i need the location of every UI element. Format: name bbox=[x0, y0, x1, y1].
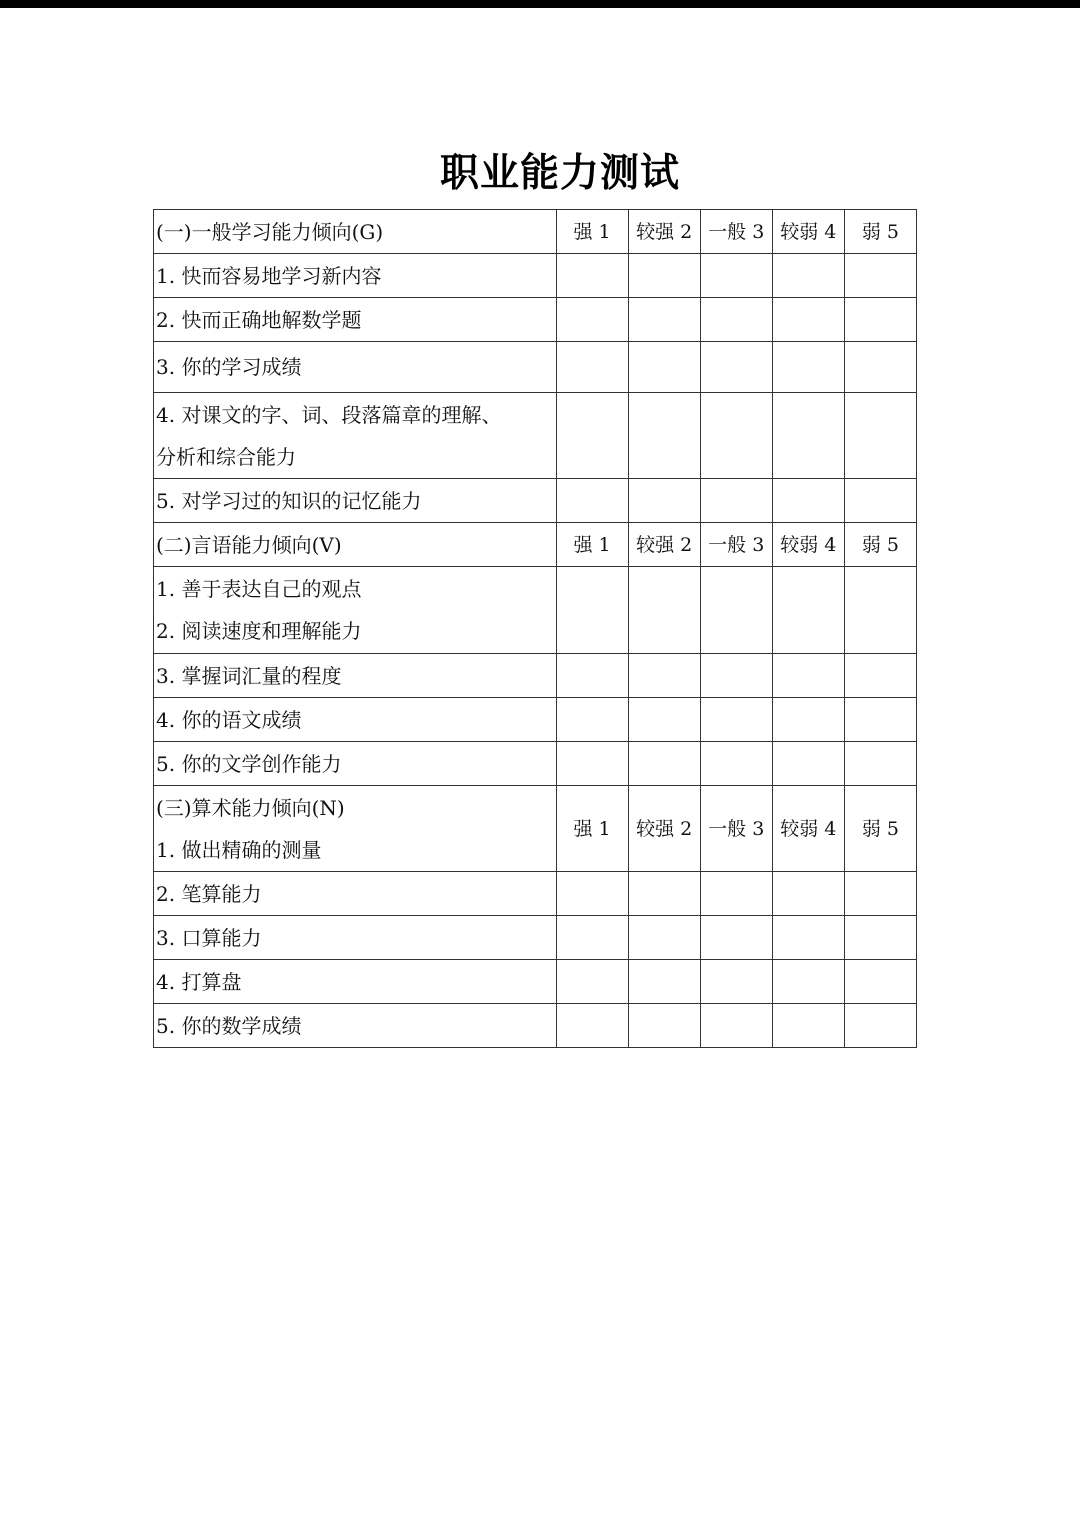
item-label: 3. 掌握词汇量的程度 bbox=[154, 654, 557, 698]
rating-cell[interactable] bbox=[628, 654, 700, 698]
rating-cell[interactable] bbox=[844, 254, 916, 298]
table-row bbox=[154, 916, 917, 960]
rating-cell[interactable] bbox=[844, 960, 916, 1004]
rating-cell[interactable] bbox=[772, 1004, 844, 1048]
rating-header-3: 一般 3 bbox=[700, 210, 772, 254]
table-row bbox=[154, 393, 917, 479]
rating-header-1: 强 1 bbox=[556, 210, 628, 254]
rating-cell[interactable] bbox=[700, 342, 772, 393]
rating-cell[interactable] bbox=[556, 960, 628, 1004]
item-label: 4. 打算盘 bbox=[154, 960, 557, 1004]
section-header: (一)一般学习能力倾向(G) bbox=[154, 210, 557, 254]
rating-header-4: 较弱 4 bbox=[772, 786, 844, 872]
rating-cell[interactable] bbox=[844, 567, 916, 654]
item-label-line: 1. 做出精确的测量 bbox=[156, 837, 322, 862]
item-label: 3. 口算能力 bbox=[154, 916, 557, 960]
item-label-line: 4. 对课文的字、词、段落篇章的理解、 bbox=[156, 402, 502, 427]
section-header: (三)算术能力倾向(N) bbox=[156, 795, 345, 820]
rating-header-5: 弱 5 bbox=[844, 786, 916, 872]
rating-cell[interactable] bbox=[556, 254, 628, 298]
item-label: 5. 你的数学成绩 bbox=[154, 1004, 557, 1048]
rating-cell[interactable] bbox=[700, 698, 772, 742]
rating-cell[interactable] bbox=[628, 479, 700, 523]
rating-cell[interactable] bbox=[628, 567, 700, 654]
rating-cell[interactable] bbox=[556, 654, 628, 698]
item-label-multiline bbox=[154, 786, 557, 872]
rating-cell[interactable] bbox=[628, 960, 700, 1004]
rating-cell[interactable] bbox=[772, 742, 844, 786]
item-label: 5. 你的文学创作能力 bbox=[154, 742, 557, 786]
table-row bbox=[154, 567, 917, 654]
section-header: (二)言语能力倾向(V) bbox=[154, 523, 557, 567]
rating-header-4: 较弱 4 bbox=[772, 210, 844, 254]
item-label: 2. 快而正确地解数学题 bbox=[154, 298, 557, 342]
item-label-line: 分析和综合能力 bbox=[156, 444, 296, 469]
rating-cell[interactable] bbox=[844, 298, 916, 342]
rating-cell[interactable] bbox=[628, 742, 700, 786]
rating-cell[interactable] bbox=[772, 654, 844, 698]
rating-cell[interactable] bbox=[772, 342, 844, 393]
rating-cell[interactable] bbox=[700, 393, 772, 479]
rating-cell[interactable] bbox=[772, 254, 844, 298]
table-row bbox=[154, 742, 917, 786]
rating-header-4: 较弱 4 bbox=[772, 523, 844, 567]
rating-cell[interactable] bbox=[556, 916, 628, 960]
item-label: 1. 快而容易地学习新内容 bbox=[154, 254, 557, 298]
rating-cell[interactable] bbox=[700, 872, 772, 916]
ability-test-table bbox=[153, 209, 917, 1048]
rating-cell[interactable] bbox=[628, 342, 700, 393]
page-title: 职业能力测试 bbox=[439, 151, 680, 196]
item-label: 3. 你的学习成绩 bbox=[154, 342, 557, 393]
rating-cell[interactable] bbox=[772, 393, 844, 479]
table-row bbox=[154, 254, 917, 298]
rating-header-5: 弱 5 bbox=[844, 523, 916, 567]
rating-cell[interactable] bbox=[844, 916, 916, 960]
top-edge-bar bbox=[0, 0, 1080, 8]
rating-cell[interactable] bbox=[700, 742, 772, 786]
rating-cell[interactable] bbox=[844, 872, 916, 916]
rating-header-5: 弱 5 bbox=[844, 210, 916, 254]
rating-cell[interactable] bbox=[556, 479, 628, 523]
table-row bbox=[154, 698, 917, 742]
rating-cell[interactable] bbox=[628, 872, 700, 916]
rating-cell[interactable] bbox=[844, 654, 916, 698]
rating-cell[interactable] bbox=[700, 298, 772, 342]
item-label: 5. 对学习过的知识的记忆能力 bbox=[154, 479, 557, 523]
table-row bbox=[154, 872, 917, 916]
table-row bbox=[154, 654, 917, 698]
section-header-row bbox=[154, 210, 917, 254]
rating-header-2: 较强 2 bbox=[628, 786, 700, 872]
rating-cell[interactable] bbox=[700, 479, 772, 523]
rating-cell[interactable] bbox=[556, 567, 628, 654]
rating-cell[interactable] bbox=[556, 393, 628, 479]
table-row bbox=[154, 960, 917, 1004]
item-label: 4. 你的语文成绩 bbox=[154, 698, 557, 742]
rating-cell[interactable] bbox=[628, 1004, 700, 1048]
rating-cell[interactable] bbox=[772, 916, 844, 960]
rating-cell[interactable] bbox=[844, 1004, 916, 1048]
rating-cell[interactable] bbox=[772, 298, 844, 342]
rating-cell[interactable] bbox=[700, 916, 772, 960]
rating-cell[interactable] bbox=[844, 342, 916, 393]
item-label-line: 2. 阅读速度和理解能力 bbox=[156, 619, 362, 643]
rating-cell[interactable] bbox=[700, 567, 772, 654]
rating-cell[interactable] bbox=[844, 393, 916, 479]
rating-cell[interactable] bbox=[844, 479, 916, 523]
rating-cell[interactable] bbox=[628, 254, 700, 298]
rating-cell[interactable] bbox=[772, 698, 844, 742]
table-row bbox=[154, 479, 917, 523]
rating-cell[interactable] bbox=[556, 1004, 628, 1048]
item-label-line: 1. 善于表达自己的观点 bbox=[156, 577, 362, 601]
rating-cell[interactable] bbox=[628, 298, 700, 342]
rating-cell[interactable] bbox=[772, 479, 844, 523]
rating-cell[interactable] bbox=[700, 960, 772, 1004]
item-label: 2. 笔算能力 bbox=[154, 872, 557, 916]
rating-cell[interactable] bbox=[628, 698, 700, 742]
rating-cell[interactable] bbox=[772, 960, 844, 1004]
rating-cell[interactable] bbox=[556, 698, 628, 742]
rating-header-3: 一般 3 bbox=[700, 786, 772, 872]
rating-cell[interactable] bbox=[844, 698, 916, 742]
rating-cell[interactable] bbox=[556, 872, 628, 916]
table-row bbox=[154, 298, 917, 342]
item-label-multiline bbox=[154, 567, 557, 654]
rating-cell[interactable] bbox=[700, 254, 772, 298]
rating-cell[interactable] bbox=[556, 298, 628, 342]
rating-cell[interactable] bbox=[556, 342, 628, 393]
section-header-row bbox=[154, 523, 917, 567]
rating-cell[interactable] bbox=[628, 393, 700, 479]
rating-cell[interactable] bbox=[556, 742, 628, 786]
rating-header-2: 较强 2 bbox=[628, 210, 700, 254]
item-label-multiline bbox=[154, 393, 557, 479]
rating-cell[interactable] bbox=[700, 1004, 772, 1048]
rating-header-3: 一般 3 bbox=[700, 523, 772, 567]
table-row bbox=[154, 342, 917, 393]
rating-header-2: 较强 2 bbox=[628, 523, 700, 567]
rating-cell[interactable] bbox=[628, 916, 700, 960]
table-row bbox=[154, 1004, 917, 1048]
rating-cell[interactable] bbox=[772, 567, 844, 654]
rating-cell[interactable] bbox=[844, 742, 916, 786]
section-header-row bbox=[154, 786, 917, 872]
rating-cell[interactable] bbox=[772, 872, 844, 916]
rating-header-1: 强 1 bbox=[556, 786, 628, 872]
rating-header-1: 强 1 bbox=[556, 523, 628, 567]
rating-cell[interactable] bbox=[700, 654, 772, 698]
